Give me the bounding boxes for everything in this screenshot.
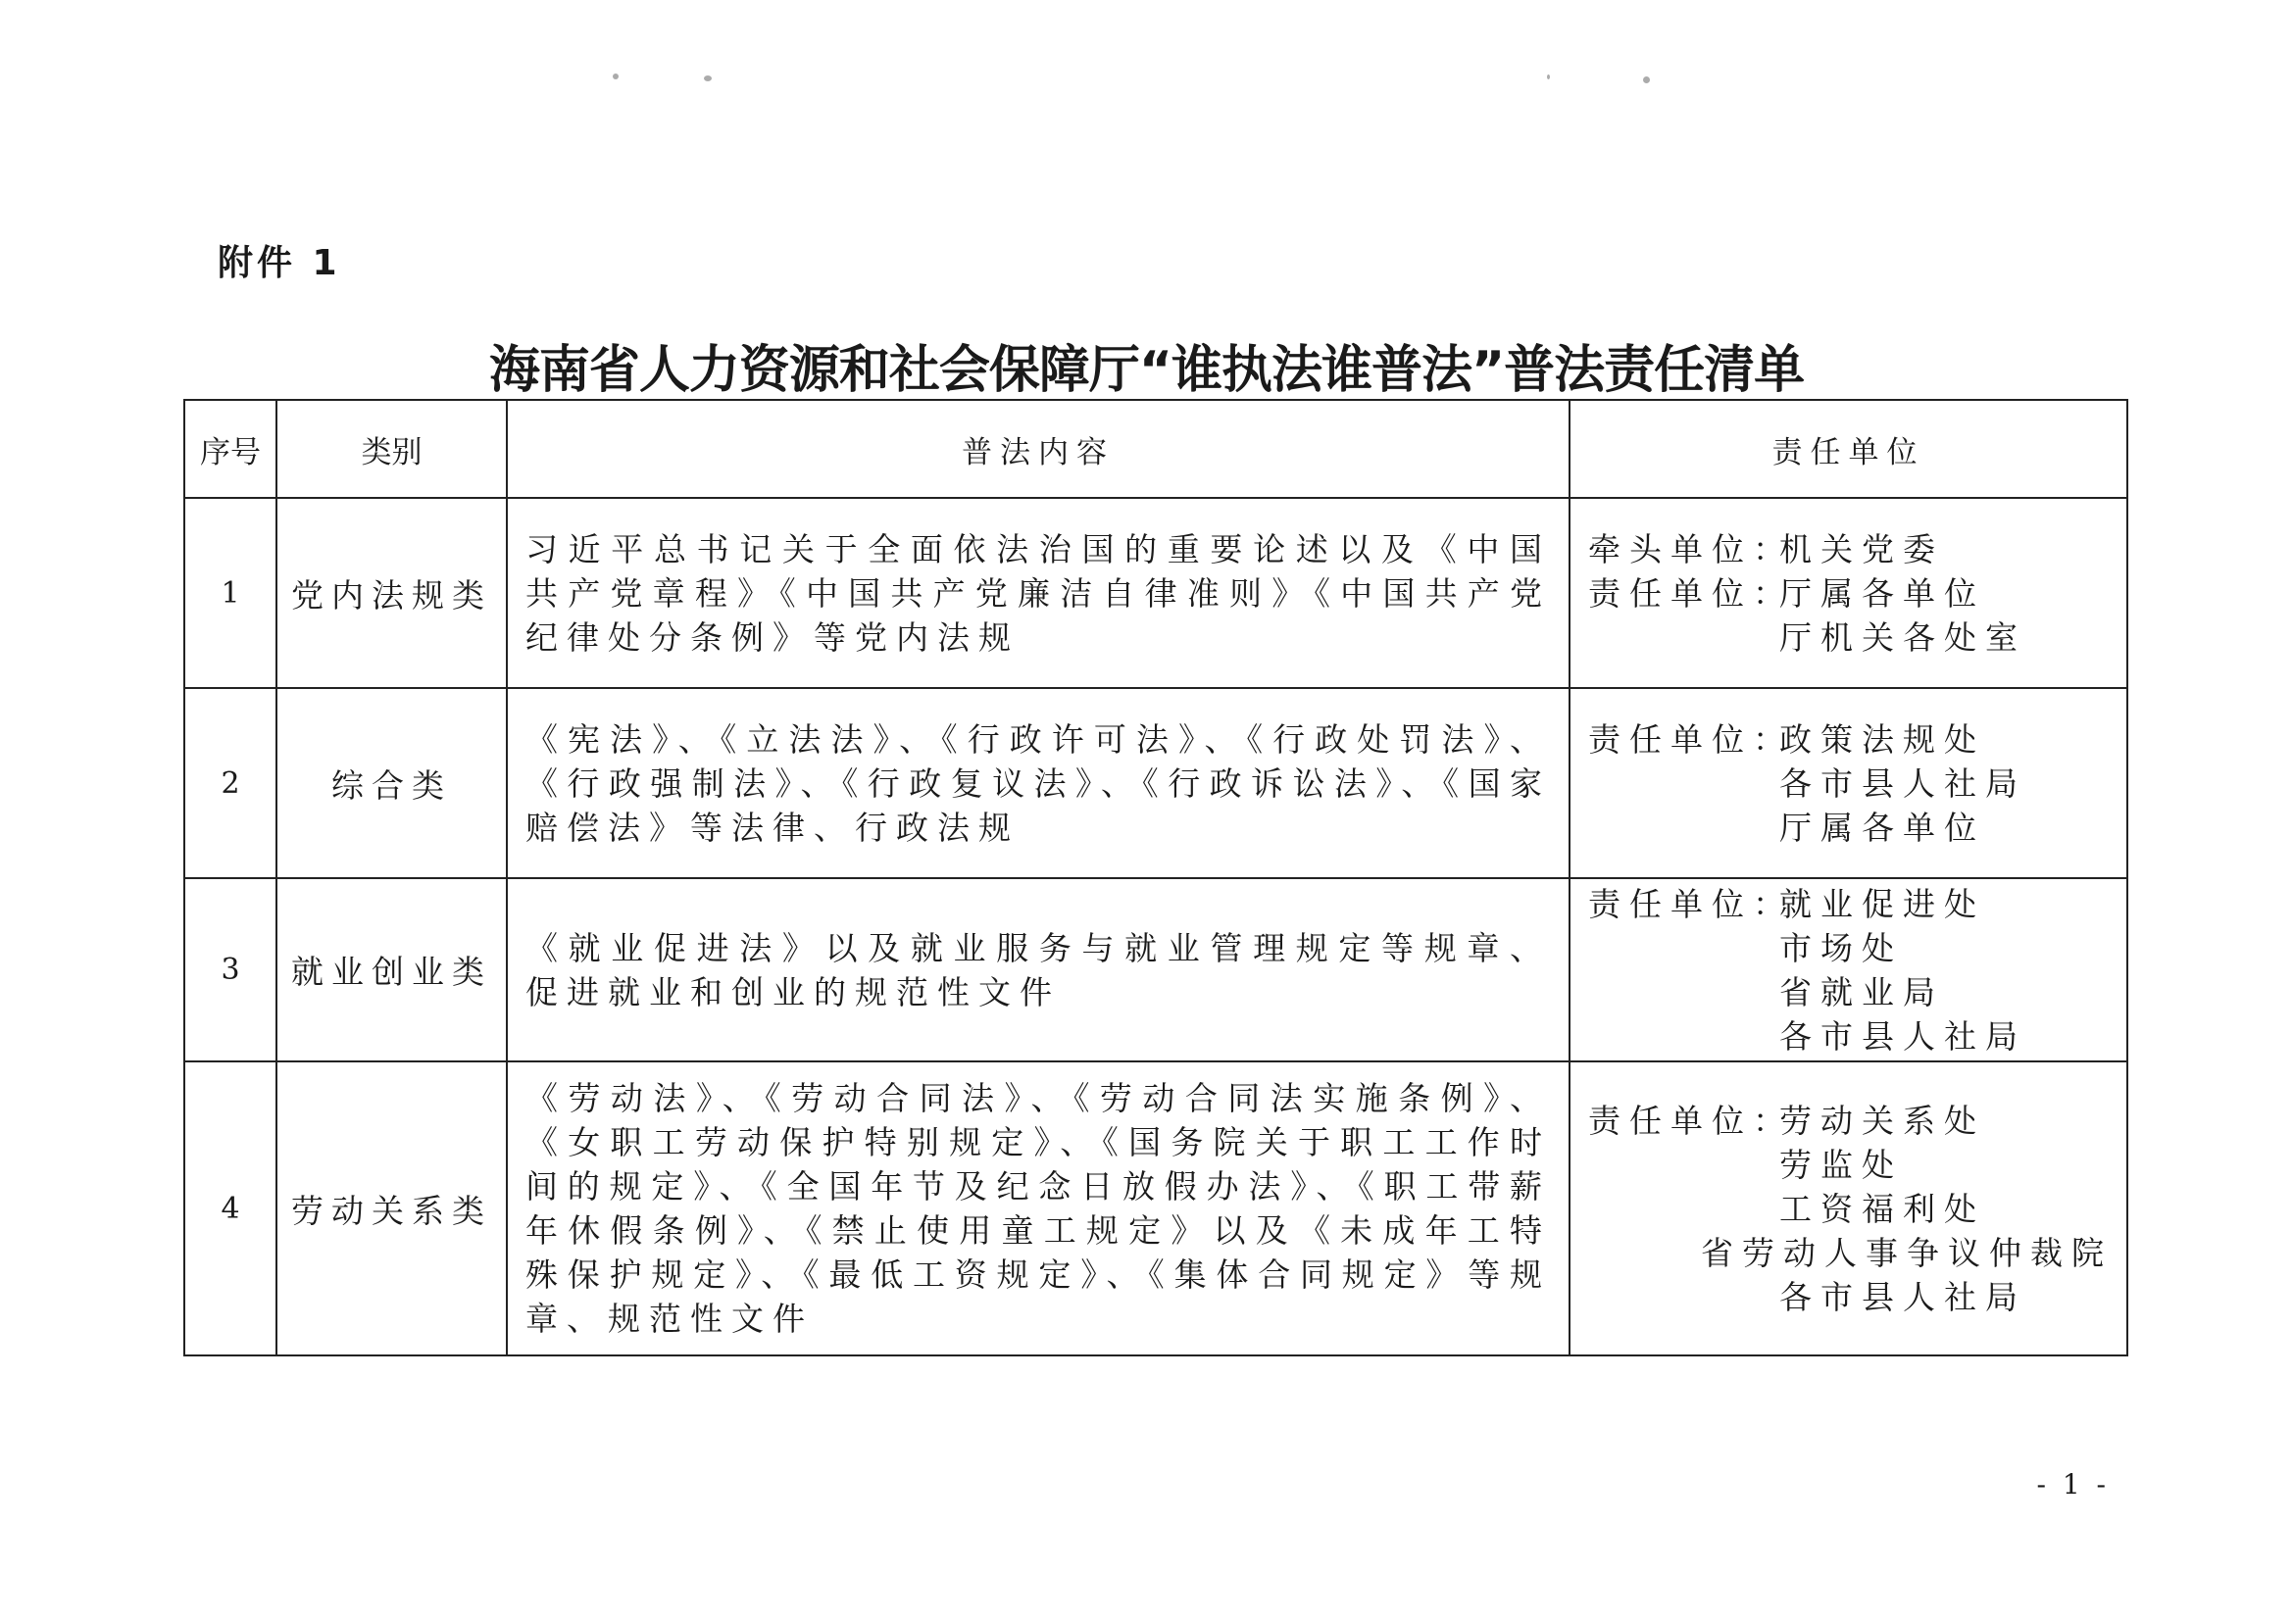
scan-speck	[704, 75, 712, 81]
row-category: 就业创业类	[276, 878, 507, 1061]
resp-line: 厅属各单位	[1779, 808, 1985, 847]
table-row	[184, 878, 2127, 1061]
table-row	[184, 498, 2127, 688]
table-row	[184, 688, 2127, 878]
row-category: 综合类	[276, 688, 507, 878]
header-seq: 序号	[184, 400, 276, 498]
row-seq: 2	[184, 688, 276, 878]
row-responsible	[1570, 498, 2127, 688]
attachment-label: 附件 1	[218, 243, 341, 283]
row-category: 党内法规类	[276, 498, 507, 688]
row-category: 劳动关系类	[276, 1061, 507, 1355]
resp-line: 各市县人社局	[1779, 1016, 2026, 1056]
resp-line: 各市县人社局	[1779, 1277, 2026, 1316]
header-content: 普法内容	[507, 400, 1570, 498]
header-category: 类别	[276, 400, 507, 498]
resp-line: 省就业局	[1779, 972, 1944, 1011]
row-seq: 4	[184, 1061, 276, 1355]
resp-line: 工资福利处	[1779, 1189, 1985, 1228]
resp-line: 各市县人社局	[1779, 763, 2026, 803]
header-responsible: 责任单位	[1570, 400, 2127, 498]
resp-line: 牵头单位：机关党委	[1588, 529, 1944, 568]
row-content: 《就业促进法》以及就业服务与就业管理规定等规章、促进就业和创业的规范性文件	[507, 878, 1570, 1061]
resp-line: 责任单位：就业促进处	[1588, 884, 1985, 923]
document-title: 海南省人力资源和社会保障厅“谁执法谁普法”普法责任清单	[488, 341, 1805, 400]
table-row	[184, 1061, 2127, 1355]
resp-line: 责任单位：厅属各单位	[1588, 573, 1985, 613]
resp-line: 市场处	[1779, 928, 1903, 967]
row-responsible	[1570, 1061, 2127, 1355]
resp-line: 责任单位：政策法规处	[1588, 719, 1985, 759]
row-seq: 1	[184, 498, 276, 688]
row-content: 习近平总书记关于全面依法治国的重要论述以及《中国共产党章程》《中国共产党廉洁自律准则》《中国共产党纪律处分条例》等党内法规	[507, 498, 1570, 688]
resp-line: 省劳动人事争议仲裁院	[1701, 1233, 2113, 1272]
resp-line: 厅机关各处室	[1779, 617, 2026, 657]
page-number: - 1 -	[2036, 1468, 2110, 1501]
row-responsible	[1570, 878, 2127, 1061]
row-content: 《劳动法》、《劳动合同法》、《劳动合同法实施条例》、《女职工劳动保护特别规定》、《国务院关于职工工作时间的规定》、《全国年节及纪念日放假办法》、《职工带薪年休假条例》、《禁止使用童工规定》以及《未成年工特殊保护规定》、《最低工资规定》、《集体合同规定》等规章、规范性文件	[507, 1061, 1570, 1355]
resp-line: 劳监处	[1779, 1145, 1903, 1184]
scan-speck	[1547, 74, 1550, 79]
row-responsible	[1570, 688, 2127, 878]
table-header-row	[184, 400, 2127, 498]
row-seq: 3	[184, 878, 276, 1061]
row-content: 《宪法》、《立法法》、《行政许可法》、《行政处罚法》、《行政强制法》、《行政复议法》、《行政诉讼法》、《国家赔偿法》等法律、行政法规	[507, 688, 1570, 878]
responsibility-table	[183, 399, 2128, 1356]
scan-speck	[1643, 76, 1650, 83]
scan-speck	[613, 74, 619, 79]
resp-line: 责任单位：劳动关系处	[1588, 1101, 1985, 1140]
